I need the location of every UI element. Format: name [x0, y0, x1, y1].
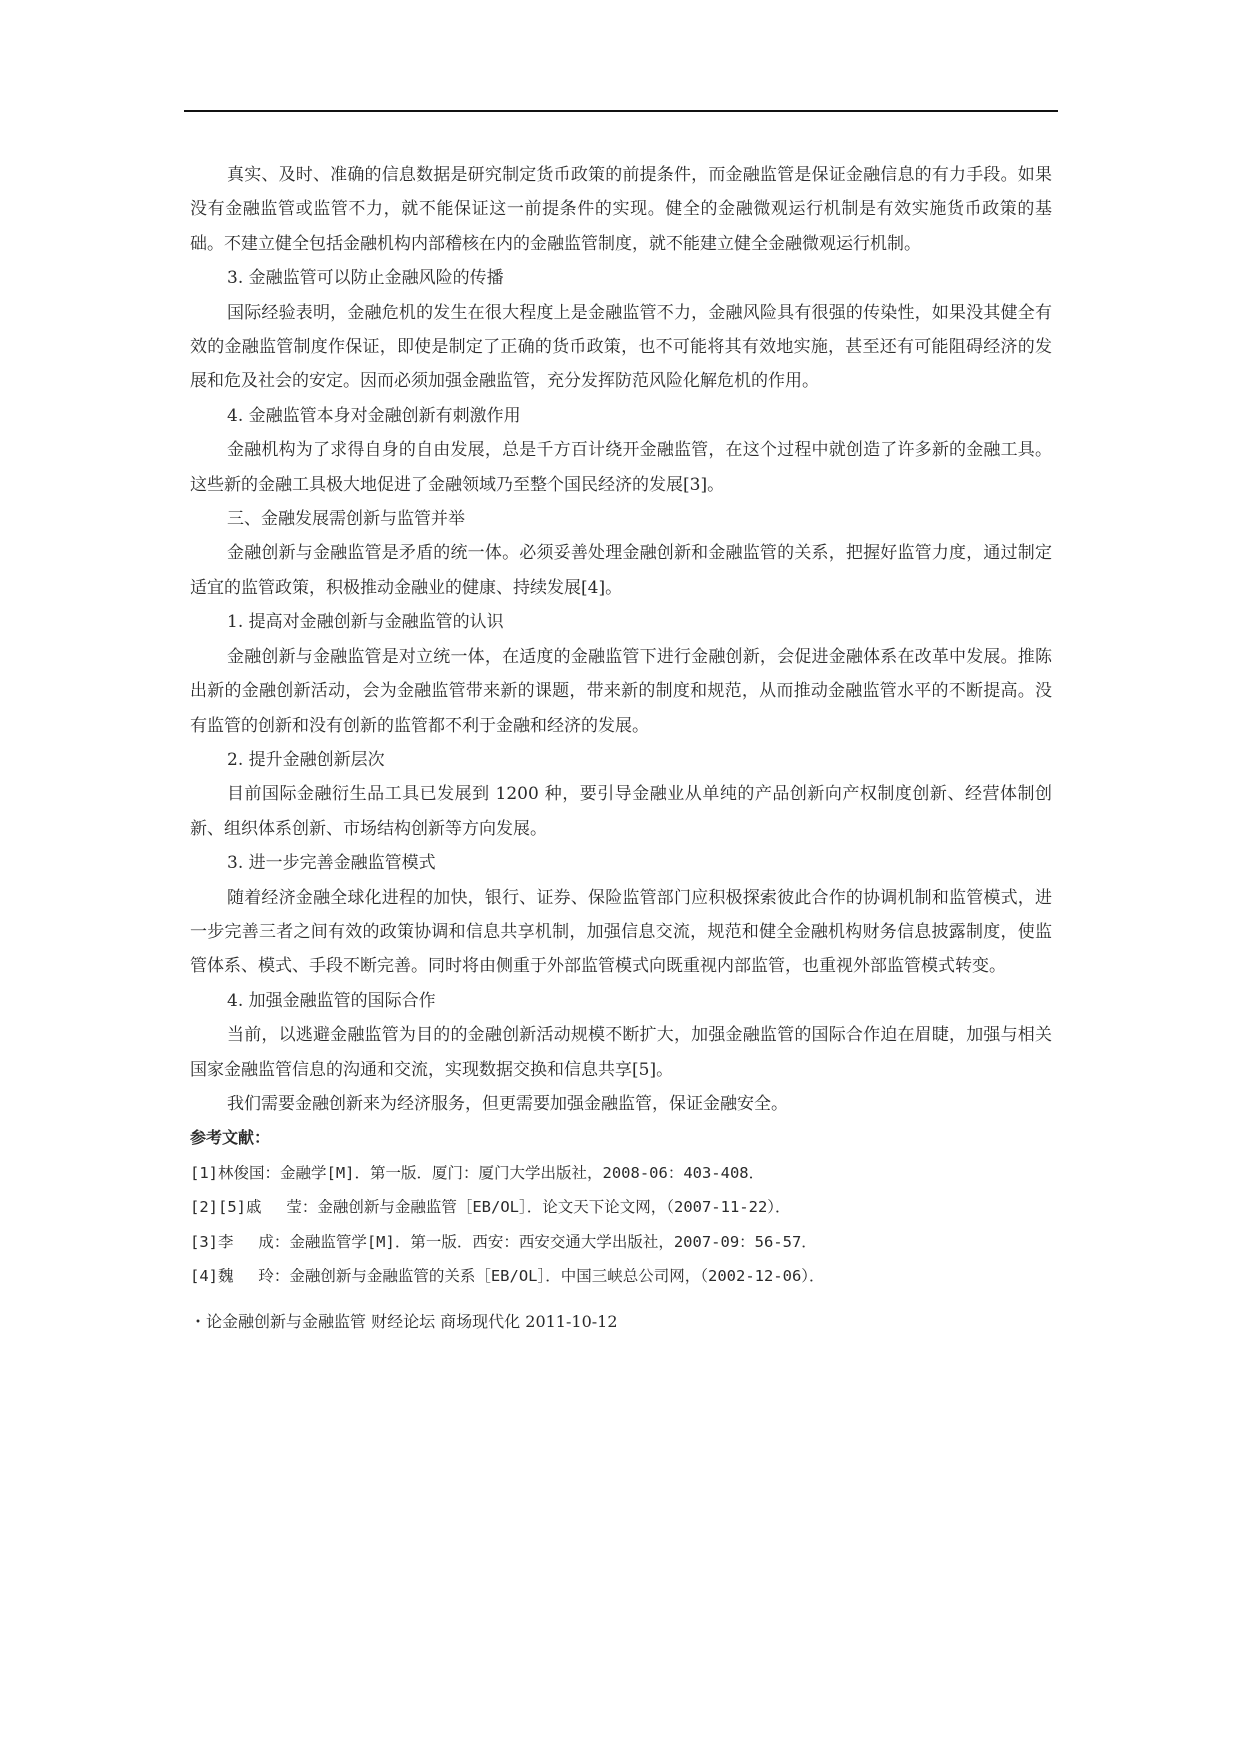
section-heading: 3. 金融监管可以防止金融风险的传播 [227, 268, 504, 289]
article-body [190, 158, 1052, 1340]
section-heading: 三、金融发展需创新与监管并举 [227, 509, 465, 530]
body-paragraph: 金融创新与金融监管是对立统一体，在适度的金融监管下进行金融创新，会促进金融体系在改革中发展。推陈出新的金融创新活动，会为金融监管带来新的课题，带来新的制度和规范，从而推动金融监管水平的不断提高。没有监管的创新和没有创新的监管都不利于金融和经济的发展。 [190, 646, 1052, 736]
section-heading: 1. 提高对金融创新与金融监管的认识 [227, 612, 504, 633]
source-line: ・论金融创新与金融监管 财经论坛 商场现代化 2011-10-12 [190, 1312, 618, 1332]
body-paragraph: 目前国际金融衍生品工具已发展到 1200 种，要引导金融业从单纯的产品创新向产权制度创新、经营体制创新、组织体系创新、市场结构创新等方向发展。 [190, 784, 1052, 839]
body-paragraph: 我们需要金融创新来为经济服务，但更需要加强金融监管，保证金融安全。 [227, 1093, 788, 1114]
body-paragraph: 国际经验表明，金融危机的发生在很大程度上是金融监管不力，金融风险具有很强的传染性，如果没其健全有效的金融监管制度作保证，即使是制定了正确的货币政策，也不可能将其有效地实施，甚至还有可能阻碍经济的发展和危及社会的安定。因而必须加强金融监管，充分发挥防范风险化解危机的作用。 [190, 302, 1052, 392]
references-list [190, 1156, 1052, 1294]
references-title: 参考文献： [190, 1128, 271, 1148]
paragraph-list [190, 158, 1052, 1121]
reference-item: [4]魏 玲：金融创新与金融监管的关系［EB/OL］．中国三峡总公司网，（2002-12-06）． [190, 1267, 825, 1285]
section-heading: 3. 进一步完善金融监管模式 [227, 853, 436, 874]
body-paragraph: 金融创新与金融监管是矛盾的统一体。必须妥善处理金融创新和金融监管的关系，把握好监管力度，通过制定适宜的监管政策，积极推动金融业的健康、持续发展[4]。 [190, 543, 1052, 598]
section-heading: 4. 加强金融监管的国际合作 [227, 990, 436, 1011]
body-paragraph: 金融机构为了求得自身的自由发展，总是千方百计绕开金融监管，在这个过程中就创造了许多新的金融工具。这些新的金融工具极大地促进了金融领域乃至整个国民经济的发展[3]。 [190, 440, 1052, 495]
body-paragraph: 当前，以逃避金融监管为目的的金融创新活动规模不断扩大，加强金融监管的国际合作迫在眉睫，加强与相关国家金融监管信息的沟通和交流，实现数据交换和信息共享[5]。 [190, 1025, 1052, 1080]
body-paragraph: 真实、及时、准确的信息数据是研究制定货币政策的前提条件，而金融监管是保证金融信息的有力手段。如果没有金融监管或监管不力，就不能保证这一前提条件的实现。健全的金融微观运行机制是有效实施货币政策的基础。不建立健全包括金融机构内部稽核在内的金融监管制度，就不能建立健全金融微观运行机制。 [190, 165, 1052, 254]
body-paragraph: 随着经济金融全球化进程的加快，银行、证券、保险监管部门应积极探索彼此合作的协调机制和监管模式，进一步完善三者之间有效的政策协调和信息共享机制，加强信息交流，规范和健全金融机构财务信息披露制度，使监管体系、模式、手段不断完善。同时将由侧重于外部监管模式向既重视内部监管，也重视外部监管模式转变。 [190, 887, 1052, 977]
reference-item: [3]李 成：金融监管学[M]．第一版．西安：西安交通大学出版社，2007-09：56-57． [190, 1232, 817, 1251]
section-heading: 2. 提升金融创新层次 [227, 749, 385, 770]
reference-item: [2][5]戚 莹：金融创新与金融监管［EB/OL］．论文天下论文网，（2007-11-22）． [190, 1198, 791, 1217]
section-heading: 4. 金融监管本身对金融创新有刺激作用 [227, 405, 521, 426]
header-rule [184, 110, 1058, 112]
reference-item: [1]林俊国：金融学[M]．第一版．厦门：厦门大学出版社，2008-06：403-408． [190, 1163, 765, 1182]
